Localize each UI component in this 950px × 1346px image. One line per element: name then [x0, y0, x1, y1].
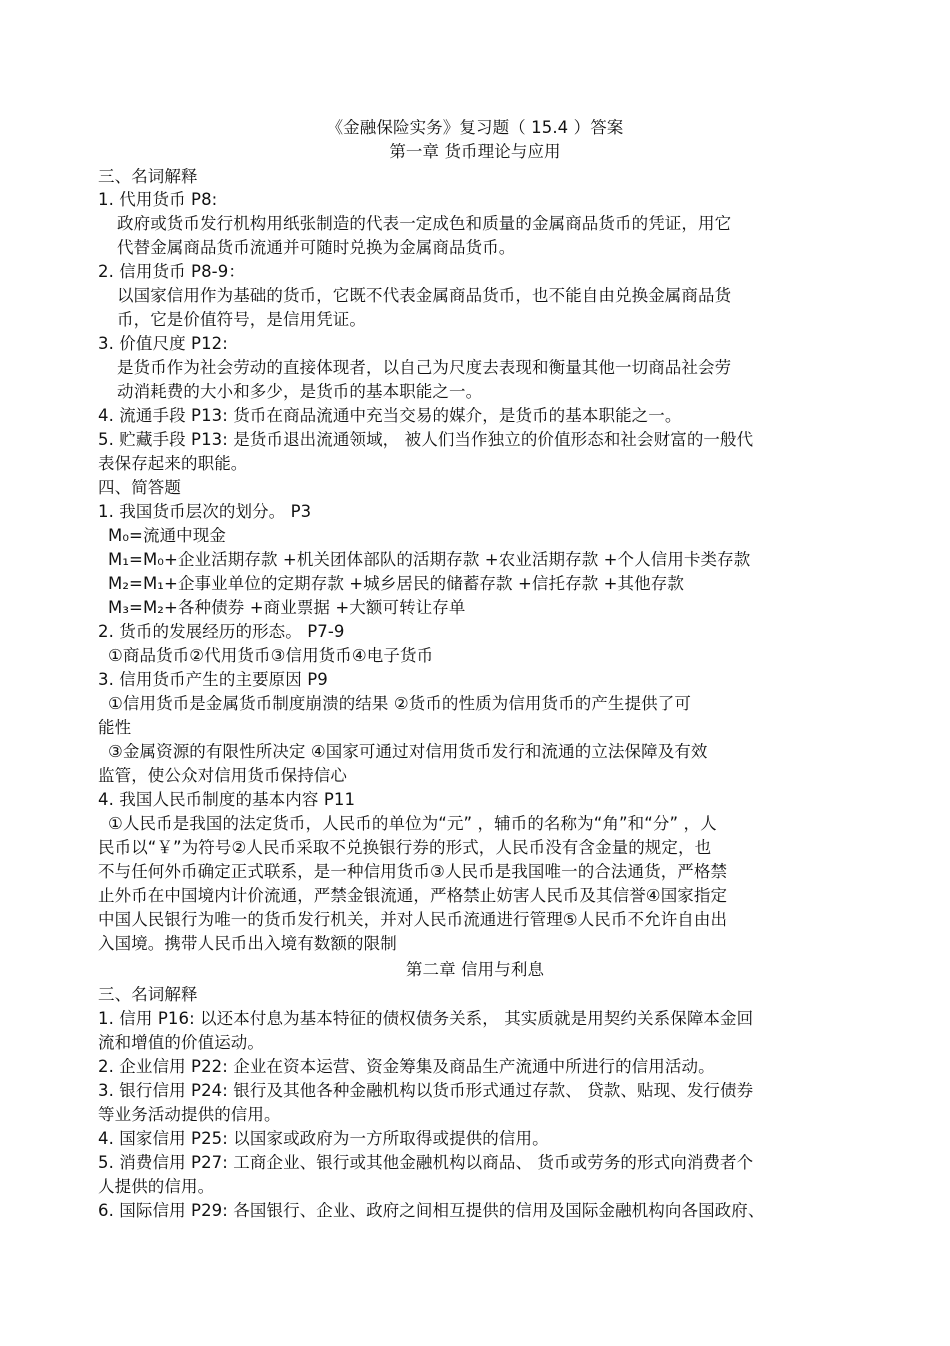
- paragraph-line: 流和增值的价值运动。: [98, 1033, 264, 1052]
- question-heading: 1. 我国货币层次的划分。 P3: [98, 502, 312, 521]
- paragraph-line: 币，它是价值符号，是信用凭证。: [117, 310, 366, 329]
- term-line: 1. 信用 P16: 以还本付息为基本特征的债权债务关系， 其实质就是用契约关系保障本金回: [98, 1009, 754, 1028]
- question-heading: 3. 信用货币产生的主要原因 P9: [98, 670, 328, 689]
- paragraph-line: 中国人民银行为唯一的货币发行机关，并对人民币流通进行管理⑤人民币不允许自由出: [98, 910, 728, 929]
- term-line: 3. 银行信用 P24: 银行及其他各种金融机构以货币形式通过存款、 贷款、贴现、发行债券: [98, 1081, 754, 1100]
- paragraph-line: M₃=M₂+各种债券 +商业票据 +大额可转让存单: [108, 598, 466, 617]
- paragraph-line: 动消耗费的大小和多少，是货币的基本职能之一。: [117, 382, 483, 401]
- section-heading: 四、简答题: [98, 478, 181, 497]
- document-title: 《金融保险实务》复习题（ 15.4 ）答案: [326, 118, 624, 137]
- chapter-heading: 第一章 货币理论与应用: [389, 142, 561, 161]
- section-heading: 三、名词解释: [98, 167, 198, 186]
- paragraph-line: 代替金属商品货币流通并可随时兑换为金属商品货币。: [117, 238, 516, 257]
- question-heading: 4. 我国人民币制度的基本内容 P11: [98, 790, 356, 809]
- paragraph-line: 人提供的信用。: [98, 1177, 215, 1196]
- paragraph-line: 是货币作为社会劳动的直接体现者，以自己为尺度去表现和衡量其他一切商品社会劳: [117, 358, 732, 377]
- term-line: 5. 消费信用 P27: 工商企业、银行或其他金融机构以商品、 货币或劳务的形式向消费者个: [98, 1153, 754, 1172]
- paragraph-line: M₁=M₀+企业活期存款 +机关团体部队的活期存款 +农业活期存款 +个人信用卡类存款: [108, 550, 751, 569]
- paragraph-line: 监管，使公众对信用货币保持信心: [98, 766, 347, 785]
- paragraph-line: M₂=M₁+企事业单位的定期存款 +城乡居民的储蓄存款 +信托存款 +其他存款: [108, 574, 684, 593]
- paragraph-line: M₀=流通中现金: [108, 526, 226, 545]
- paragraph-line: 表保存起来的职能。: [98, 454, 248, 473]
- term-heading: 1. 代用货币 P8:: [98, 190, 218, 209]
- paragraph-line: 等业务活动提供的信用。: [98, 1105, 281, 1124]
- paragraph-line: 能性: [98, 718, 132, 737]
- paragraph-line: ③金属资源的有限性所决定 ④国家可通过对信用货币发行和流通的立法保障及有效: [108, 742, 708, 761]
- paragraph-line: 入国境。携带人民币出入境有数额的限制: [98, 934, 397, 953]
- question-heading: 2. 货币的发展经历的形态。 P7-9: [98, 622, 345, 641]
- paragraph-line: 政府或货币发行机构用纸张制造的代表一定成色和质量的金属商品货币的凭证，用它: [117, 214, 732, 233]
- paragraph-line: 民币以“￥”为符号②人民币采取不兑换银行券的形式，人民币没有含金量的规定，也: [98, 838, 712, 857]
- paragraph-line: 不与任何外币确定正式联系，是一种信用货币③人民币是我国唯一的合法通货，严格禁: [98, 862, 728, 881]
- paragraph-line: ①商品货币②代用货币③信用货币④电子货币: [108, 646, 434, 665]
- term-line: 2. 企业信用 P22: 企业在资本运营、资金筹集及商品生产流通中所进行的信用活动。: [98, 1057, 715, 1076]
- term-line: 6. 国际信用 P29: 各国银行、企业、政府之间相互提供的信用及国际金融机构向各国政府、: [98, 1201, 765, 1220]
- paragraph-line: 止外币在中国境内计价流通，严禁金银流通，严格禁止妨害人民币及其信誉④国家指定: [98, 886, 728, 905]
- chapter-heading: 第二章 信用与利息: [405, 960, 545, 979]
- paragraph-line: ①人民币是我国的法定货币，人民币的单位为“元” ，辅币的名称为“角”和“分” ，人: [108, 814, 717, 833]
- term-line: 4. 国家信用 P25: 以国家或政府为一方所取得或提供的信用。: [98, 1129, 549, 1148]
- term-line: 4. 流通手段 P13: 货币在商品流通中充当交易的媒介，是货币的基本职能之一。: [98, 406, 682, 425]
- paragraph-line: 以国家信用作为基础的货币，它既不代表金属商品货币，也不能自由兑换金属商品货: [117, 286, 732, 305]
- paragraph-line: ①信用货币是金属货币制度崩溃的结果 ②货币的性质为信用货币的产生提供了可: [108, 694, 691, 713]
- section-heading: 三、名词解释: [98, 985, 198, 1004]
- term-heading: 2. 信用货币 P8-9：: [98, 262, 245, 281]
- term-heading: 3. 价值尺度 P12:: [98, 334, 228, 353]
- term-line: 5. 贮藏手段 P13: 是货币退出流通领域， 被人们当作独立的价值形态和社会财富的一般代: [98, 430, 754, 449]
